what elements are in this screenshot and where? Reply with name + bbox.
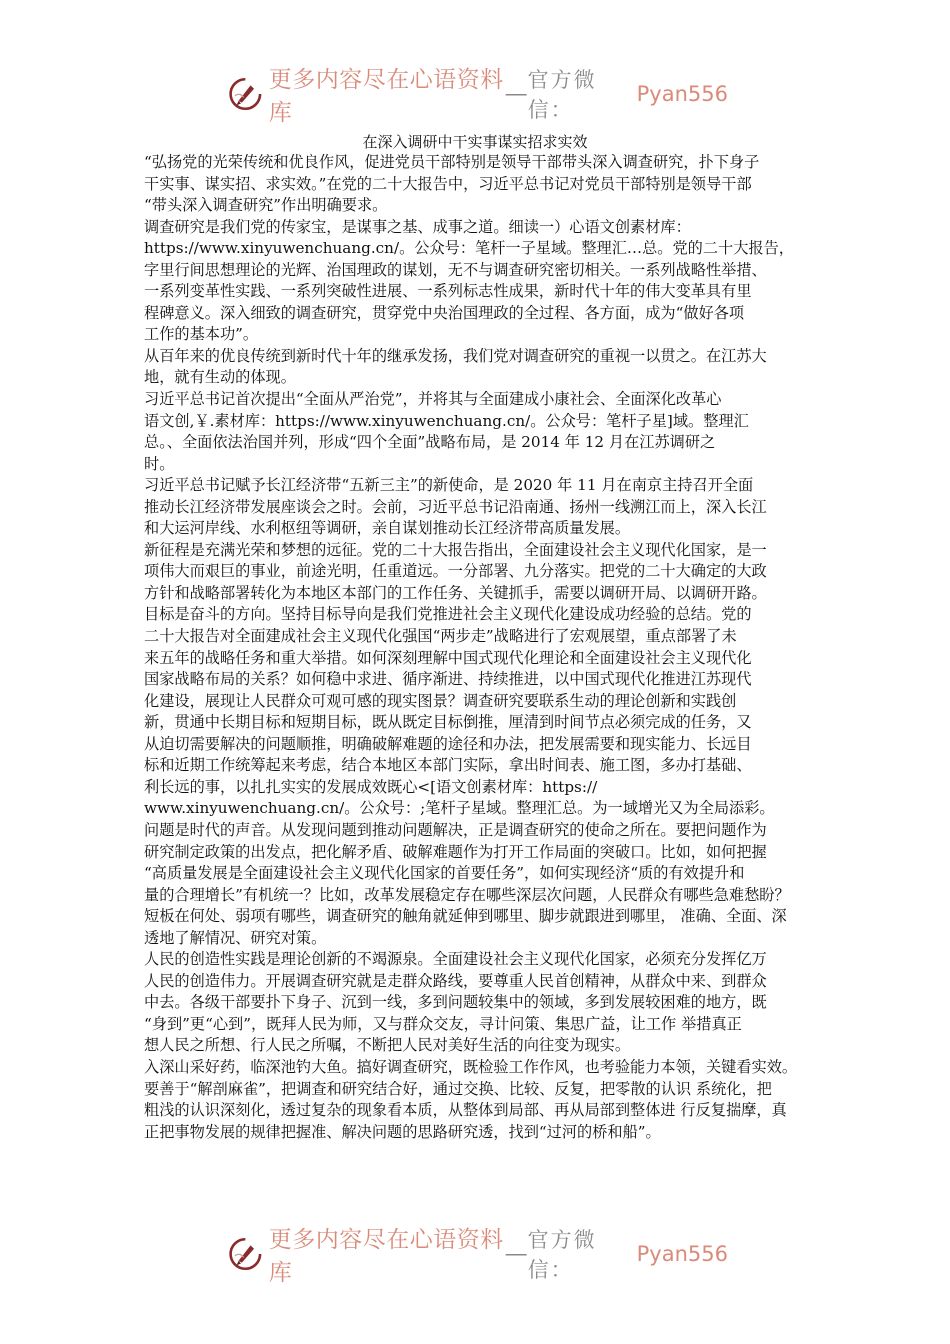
text-line: 字里行间思想理论的光辉、治国理政的谋划，无不与调查研究密切相关。一系列战略性举措、 [144, 260, 767, 279]
text-line: 推动长江经济带发展座谈会之时。会前，习近平总书记沿南通、扬州一线溯江而上，深入长江 [144, 497, 767, 516]
quill-pen-logo-icon [228, 1235, 263, 1273]
text-line: 人民的创造性实践是理论创新的不竭源泉。全面建设社会主义现代化国家，必须充分发挥亿万 [144, 950, 767, 969]
text-line: 短板在何处、弱项有哪些，调查研究的触角就延伸到哪里、脚步就跟进到哪里， 准确、全面、深 [144, 907, 787, 926]
text-line: 粗浅的认识深刻化，透过复杂的现象看本质，从整体到局部、再从局部到整体进 行反复揣摩，真 [144, 1101, 787, 1120]
text-line: 透地了解情况、研究对策。 [144, 928, 327, 947]
text-line: 国家战略布局的关系？如何稳中求进、循序渐进、持续推进，以中国式现代化推进江苏现代 [144, 670, 752, 689]
text-line: 中去。各级干部要扑下身子、沉到一线，多到问题较集中的领域，多到发展较困难的地方，既 [144, 993, 767, 1012]
text-line: 习近平总书记首次提出“全面从严治党”，并将其与全面建成小康社会、全面深化改革心 [144, 390, 722, 409]
banner-dash: — [504, 1241, 528, 1267]
text-line: 干实事、谋实招、求实效。”在党的二十大报告中，习近平总书记对党员干部特别是领导干部 [144, 174, 752, 193]
banner-wechat-id: Pyan556 [636, 82, 728, 106]
text-line: 人民的创造伟力。开展调查研究就是走群众路线，要尊重人民首创精神，从群众中来、到群众 [144, 971, 767, 990]
text-line: 地，就有生动的体现。 [144, 368, 296, 387]
text-line: “弘扬党的光荣传统和优良作风，促进党员干部特别是领导干部带头深入调查研究，扑下身子 [144, 153, 760, 171]
text-line: 想人民之所想、行人民之所嘱，不断把人民对美好生活的向往变为现实。 [144, 1036, 630, 1055]
text-line: 一系列变革性实践、一系列突破性进展、一系列标志性成果，新时代十年的伟大变革具有里 [144, 282, 752, 301]
footer-watermark-banner [228, 1227, 728, 1286]
text-line: 新征程是充满光荣和梦想的远征。党的二十大报告指出，全面建设社会主义现代化国家，是一 [144, 540, 767, 559]
text-line: 正把事物发展的规律把握准、解决问题的思路研究透，找到“过河的桥和船”。 [144, 1122, 661, 1141]
banner-main-text: 更多内容尽在心语资料库 [268, 67, 504, 126]
text-line: 总。、全面依法治国并列，形成“四个全面”战略布局，是 2014 年 12 月在江苏调研之 [144, 433, 716, 452]
banner-wechat-label: 官方微信： [527, 68, 597, 122]
text-line: 程碑意义。深入细致的调查研究，贯穿党中央治国理政的全过程、各方面，成为“做好各项 [144, 303, 745, 322]
text-line: 标和近期工作统筹起来考虑，结合本地区本部门实际，拿出时间表、施工图，多办打基础、 [144, 756, 752, 775]
text-line: www.xinyuwenchuang.cn/。公众号：;笔杆子星域。整理汇总。为一域增光又为全局添彩。 [144, 799, 775, 818]
text-line: 项伟大而艰巨的事业，前途光明，任重道远。一分部署、九分落实。把党的二十大确定的大政 [144, 562, 767, 581]
text-line: 时。 [144, 454, 175, 473]
text-line: 习近平总书记赋予长江经济带“五新三主”的新使命，是 2020 年 11 月在南京主持召开全面 [144, 476, 754, 495]
text-line: 工作的基本功”。 [144, 325, 259, 344]
text-line: “身到”更“心到”，既拜人民为师，又与群众交友，寻计问策、集思广益，让工作 举措真正 [144, 1014, 742, 1033]
text-line: 从百年来的优良传统到新时代十年的继承发扬，我们党对调查研究的重视一以贯之。在江苏大 [144, 346, 767, 365]
text-line: 从迫切需要解决的问题顺推，明确破解难题的途径和办法，把发展需要和现实能力、长远目 [144, 734, 752, 753]
document-title: 在深入调研中干实事谋实招求实效 [362, 133, 588, 151]
banner-wechat-label: 官方微信： [527, 1228, 597, 1282]
text-line: 量的合理增长”有机统一？比如，改革发展稳定存在哪些深层次问题，人民群众有哪些急难愁盼？ [144, 885, 790, 904]
document-body [144, 152, 834, 1143]
text-line: 入深山采好药，临深池钓大鱼。搞好调查研究，既检验工作作风，也考验能力本领，关键看实效。 [144, 1057, 798, 1076]
quill-pen-logo-icon [228, 75, 263, 113]
text-line: 化建设，展现让人民群众可观可感的现实图景？调查研究要联系生动的理论创新和实践创 [144, 691, 737, 710]
text-line: 目标是奋斗的方向。坚持目标导向是我们党推进社会主义现代化建设成功经验的总结。党的 [144, 605, 752, 624]
text-line: 新，贯通中长期目标和短期目标，既从既定目标倒推，厘清到时间节点必须完成的任务，又 [144, 713, 752, 732]
text-line: 来五年的战略任务和重大举措。如何深刻理解中国式现代化理论和全面建设社会主义现代化 [144, 648, 752, 667]
text-line: 和大运河岸线、水利枢纽等调研，亲自谋划推动长江经济带高质量发展。 [144, 519, 630, 538]
banner-dash: — [504, 81, 528, 107]
text-line: 方针和战略部署转化为本地区本部门的工作任务、关键抓手，需要以调研开局、以调研开路。 [144, 583, 767, 602]
text-line: 调查研究是我们党的传家宝，是谋事之基、成事之道。细读一）心语文创素材库： [144, 217, 691, 236]
text-line: https://www.xinyuwenchuang.cn/。公众号：笔杆一子星域。整理汇…总。党的二十大报告， [144, 239, 794, 258]
text-line: 语文创,￥.素材库：https://www.xinyuwenchuang.cn/。公众号：笔杆子星]域。整理汇 [144, 411, 749, 430]
text-line: “带头深入调查研究”作出明确要求。 [144, 196, 388, 215]
banner-wechat-id: Pyan556 [636, 1242, 728, 1266]
text-line: “高质量发展是全面建设社会主义现代化国家的首要任务”，如何实现经济“质的有效提升和 [144, 864, 745, 883]
text-line: 二十大报告对全面建成社会主义现代化强国“两步走”战略进行了宏观展望，重点部署了未 [144, 627, 737, 646]
header-watermark-banner [228, 67, 728, 126]
text-line: 问题是时代的声音。从发现问题到推动问题解决，正是调查研究的使命之所在。要把问题作为 [144, 820, 767, 839]
text-line: 研究制定政策的出发点，把化解矛盾、破解难题作为打开工作局面的突破口。比如，如何把握 [144, 842, 767, 861]
text-line: 要善于“解剖麻雀”，把调查和研究结合好，通过交换、比较、反复，把零散的认识 系统化，把 [144, 1079, 772, 1098]
banner-main-text: 更多内容尽在心语资料库 [268, 1227, 504, 1286]
text-line: 利长远的事，以扎扎实实的发展成效既心<[语文创素材库：https:// [144, 777, 598, 796]
